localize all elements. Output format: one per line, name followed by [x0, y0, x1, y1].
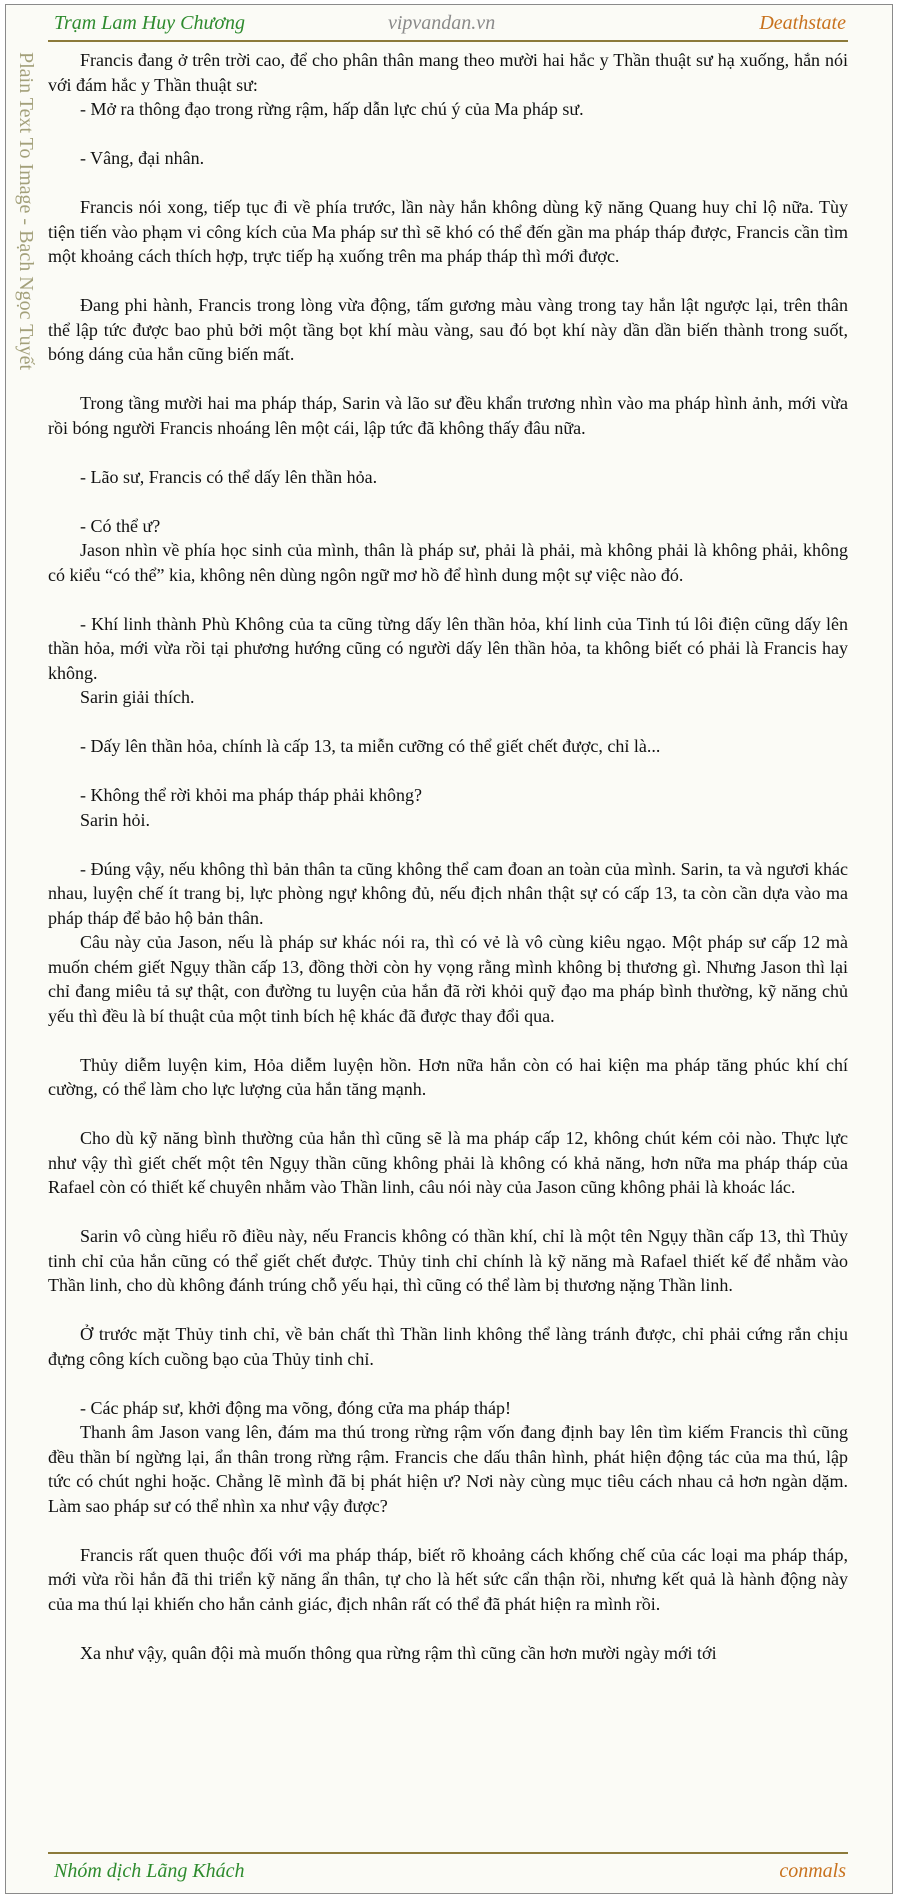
page-header [48, 6, 848, 42]
paragraph: Sarin hỏi. [80, 809, 150, 830]
paragraph: Cho dù kỹ năng bình thường của hắn thì cũng sẽ là ma pháp cấp 12, không chút kém cỏi nào. Thực lực như vậy thì giết chết một tên Ngụy thần cũng không phải là không có khả năng, hơn nữa ma pháp tháp của Rafael còn có thiết kế chuyên nhằm vào Thần linh, câu nói này của Jason cũng không phải là khoác lác. [48, 1128, 848, 1197]
header-author: Deathstate [759, 12, 846, 34]
paragraph: Jason nhìn về phía học sinh của mình, thân là pháp sư, phải là phải, mà không phải là không phải, không có kiểu “có thể” kia, không nên dùng ngôn ngữ mơ hồ để hình dung một sự việc nào đó. [48, 540, 848, 585]
paragraph: Francis rất quen thuộc đối với ma pháp tháp, biết rõ khoảng cách khống chế của các loại ma pháp tháp, mới vừa rồi hắn đã thi triển kỹ năng ẩn thân, tự cho là hết sức cẩn thận rồi, nhưng kết quả là hành động này của ma thú lại khiến cho hắn cảnh giác, địch nhân rất có thể đã phát hiện ra mình rồi. [48, 1544, 848, 1614]
paragraph: Thủy diễm luyện kim, Hỏa diễm luyện hồn. Hơn nữa hắn còn có hai kiện ma pháp tăng phúc khí chí cường, có thể làm cho lực lượng của hắn tăng mạnh. [48, 1054, 848, 1099]
paragraph: - Vâng, đại nhân. [80, 148, 205, 168]
side-watermark-text: Plain Text To Image - Bạch Ngọc Tuyết [15, 52, 37, 371]
side-watermark [10, 52, 40, 392]
paragraph: - Dấy lên thần hỏa, chính là cấp 13, ta miễn cưỡng có thể giết chết được, chỉ là... [80, 736, 661, 756]
header-title: Trạm Lam Huy Chương [54, 12, 246, 34]
page-footer [48, 1852, 848, 1888]
footer-editor: conmals [779, 1860, 846, 1882]
paragraph: Sarin giải thích. [80, 687, 195, 707]
paragraph: Đang phi hành, Francis trong lòng vừa động, tấm gương màu vàng trong tay hắn lật ngược lại, trên thân thể lập tức được bao phủ bởi một tầng bọt khí màu vàng, sau đó bọt khí này dần dần biến thành trong suốt, bóng dáng của hắn cũng biến mất. [48, 295, 848, 364]
paragraph: Ở trước mặt Thủy tinh chỉ, về bản chất thì Thần linh không thể làng tránh được, chỉ phải cứng rắn chịu đựng công kích cuồng bạo của Thủy tinh chỉ. [48, 1324, 848, 1369]
paragraph: - Mở ra thông đạo trong rừng rậm, hấp dẫn lực chú ý của Ma pháp sư. [80, 99, 584, 119]
paragraph: - Khí linh thành Phù Không của ta cũng từng dấy lên thần hỏa, khí linh của Tinh tú lôi điện cũng dấy lên thần hỏa, mới vừa rồi tại phương hướng cũng có người dấy lên thần hỏa, ta không biết có phải là Francis hay không. [48, 613, 848, 683]
paragraph: - Có thể ư? [80, 515, 161, 536]
paragraph: - Các pháp sư, khởi động ma võng, đóng cửa ma pháp tháp! [80, 1397, 511, 1418]
paragraph: Francis nói xong, tiếp tục đi về phía trước, lần này hắn không dùng kỹ năng Quang huy chỉ lộ nữa. Tùy tiện tiến vào phạm vi công kích của Ma pháp sư thì sẽ khó có thể đến gần ma pháp tháp được, Francis cần tìm một khoảng cách thích hợp, trực tiếp hạ xuống trên ma pháp tháp thì mới được. [48, 197, 848, 266]
paragraph: - Đúng vậy, nếu không thì bản thân ta cũng không thể cam đoan an toàn của mình. Sarin, ta và ngươi khác nhau, luyện chế ít trang bị, lực phòng ngự không đủ, nếu địch nhân thật sự có cấp 13, ta còn cần dựa vào ma pháp tháp để bảo hộ bản thân. [48, 858, 848, 928]
paragraph: Xa như vậy, quân đội mà muốn thông qua rừng rậm thì cũng cần hơn mười ngày mới tới [80, 1642, 717, 1663]
paragraph: - Lão sư, Francis có thể dấy lên thần hỏa. [80, 466, 378, 487]
paragraph: Câu này của Jason, nếu là pháp sư khác nói ra, thì có vẻ là vô cùng kiêu ngạo. Một pháp sư cấp 12 mà muốn chém giết Ngụy thần cấp 13, đồng thời còn hy vọng rằng mình không bị thương gì. Nhưng Jason thì lại chỉ đang miêu tả sự thật, con đường tu luyện của hắn đã rời khỏi quỹ đạo ma pháp bình thường, kỹ năng chủ yếu thì đều là bí thuật của một tinh bích hệ khác đã được thay đổi qua. [48, 932, 848, 1026]
footer-group: Nhóm dịch Lãng Khách [54, 1860, 245, 1882]
chapter-text [48, 48, 848, 1846]
paragraph: Thanh âm Jason vang lên, đám ma thú trong rừng rậm vốn đang định bay lên tìm kiếm Francis thì cũng đều thần bí ngừng lại, ẩn thân trong rừng rậm. Francis che dấu thân hình, phát hiện động tác của ma thú, lập tức có chút nghi hoặc. Chẳng lẽ mình đã bị phát hiện ư? Nơi này cùng mục tiêu cách nhau cả hơn ngàn dặm. Làm sao pháp sư có thể nhìn xa như vậy được? [48, 1422, 848, 1516]
paragraph: - Không thể rời khỏi ma pháp tháp phải không? [80, 785, 422, 805]
paragraph: Trong tầng mười hai ma pháp tháp, Sarin và lão sư đều khẩn trương nhìn vào ma pháp hình ảnh, mới vừa rồi bóng người Francis nhoáng lên một cái, lập tức đã không thấy đâu nữa. [48, 393, 848, 438]
header-site: vipvandan.vn [388, 12, 496, 34]
paragraph: Sarin vô cùng hiểu rõ điều này, nếu Francis không có thần khí, chỉ là một tên Ngụy thần cấp 13, thì Thủy tinh chỉ của hắn cũng có thể giết chết được. Thủy tinh chỉ chính là kỹ năng mà Rafael thiết kế để nhằm vào Thần linh, cho dù không đánh trúng chỗ yếu hại, thì cũng có thể làm bị thương nặng Thần linh. [48, 1226, 848, 1295]
paragraph: Francis đang ở trên trời cao, để cho phân thân mang theo mười hai hắc y Thần thuật sư hạ xuống, hắn nói với đám hắc y Thần thuật sư: [48, 50, 848, 95]
